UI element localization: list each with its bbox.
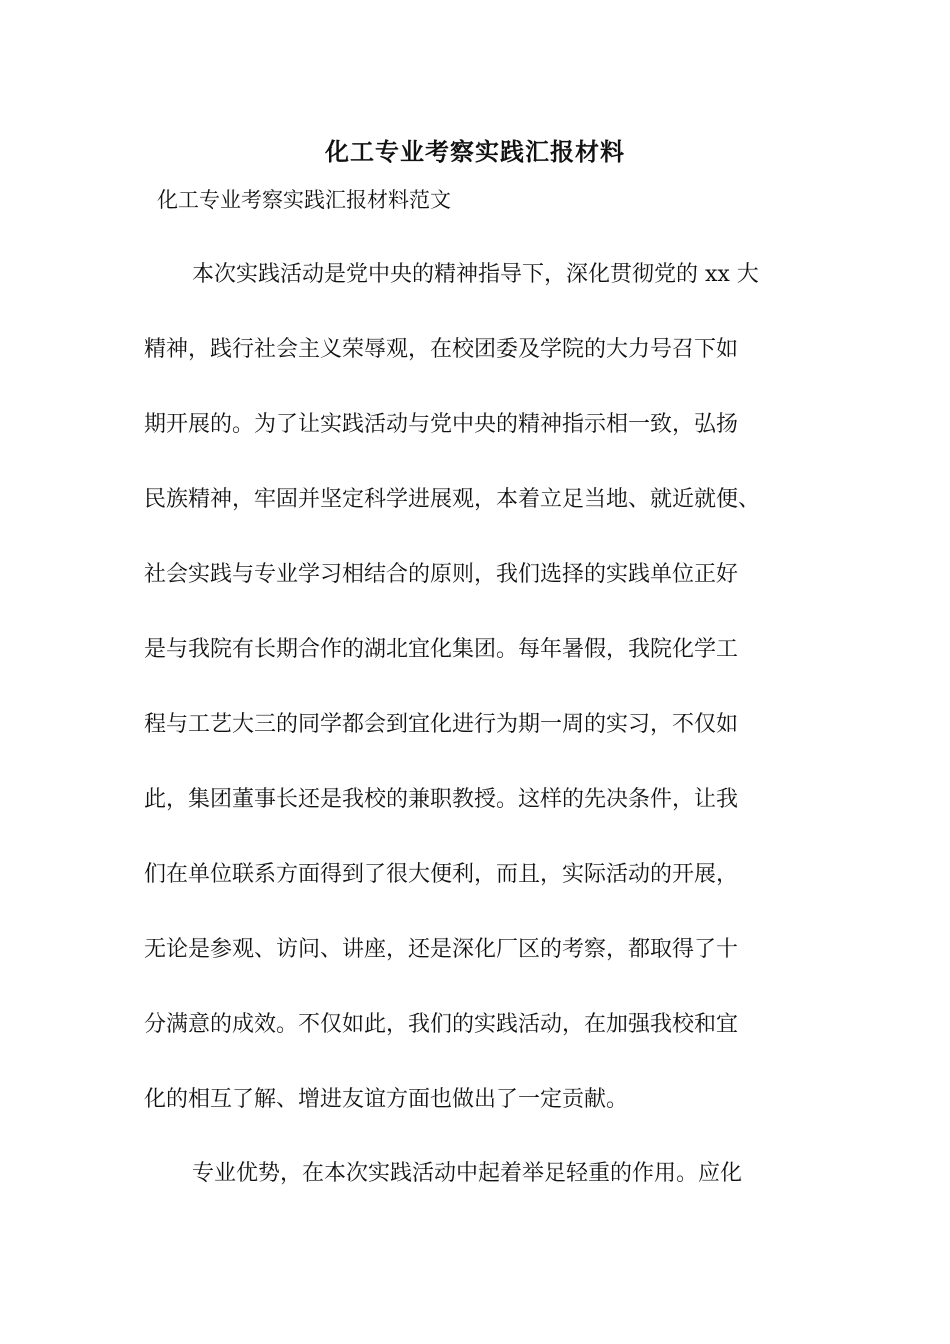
paragraph-line: 期开展的。为了让实践活动与党中央的精神指示相一致，弘扬 — [144, 412, 739, 437]
paragraph-line: 们在单位联系方面得到了很大便利，而且，实际活动的开展， — [144, 862, 739, 887]
paragraph-line: 此，集团董事长还是我校的兼职教授。这样的先决条件，让我 — [144, 787, 739, 812]
paragraph-line: 民族精神，牢固并坚定科学进展观，本着立足当地、就近就便、 — [144, 487, 761, 512]
paragraph-line: 专业优势，在本次实践活动中起着举足轻重的作用。应化 — [192, 1161, 743, 1186]
paragraph-line: 无论是参观、访问、讲座，还是深化厂区的考察，都取得了十 — [144, 937, 739, 962]
paragraph-line: 化的相互了解、增进友谊方面也做出了一定贡献。 — [144, 1087, 629, 1112]
paragraph-line: 是与我院有长期合作的湖北宜化集团。每年暑假，我院化学工 — [144, 637, 739, 662]
paragraph-line: 分满意的成效。不仅如此，我们的实践活动，在加强我校和宜 — [144, 1012, 739, 1037]
paragraph-line: 社会实践与专业学习相结合的原则，我们选择的实践单位正好 — [144, 562, 739, 587]
paragraph-line: 程与工艺大三的同学都会到宜化进行为期一周的实习，不仅如 — [144, 712, 739, 737]
paragraph-line: 精神，践行社会主义荣辱观，在校团委及学院的大力号召下如 — [144, 337, 739, 362]
paragraph-line: 本次实践活动是党中央的精神指导下，深化贯彻党的 xx 大 — [192, 262, 759, 287]
document-subtitle: 化工专业考察实践汇报材料范文 — [157, 188, 451, 212]
document-title: 化工专业考察实践汇报材料 — [325, 137, 625, 166]
